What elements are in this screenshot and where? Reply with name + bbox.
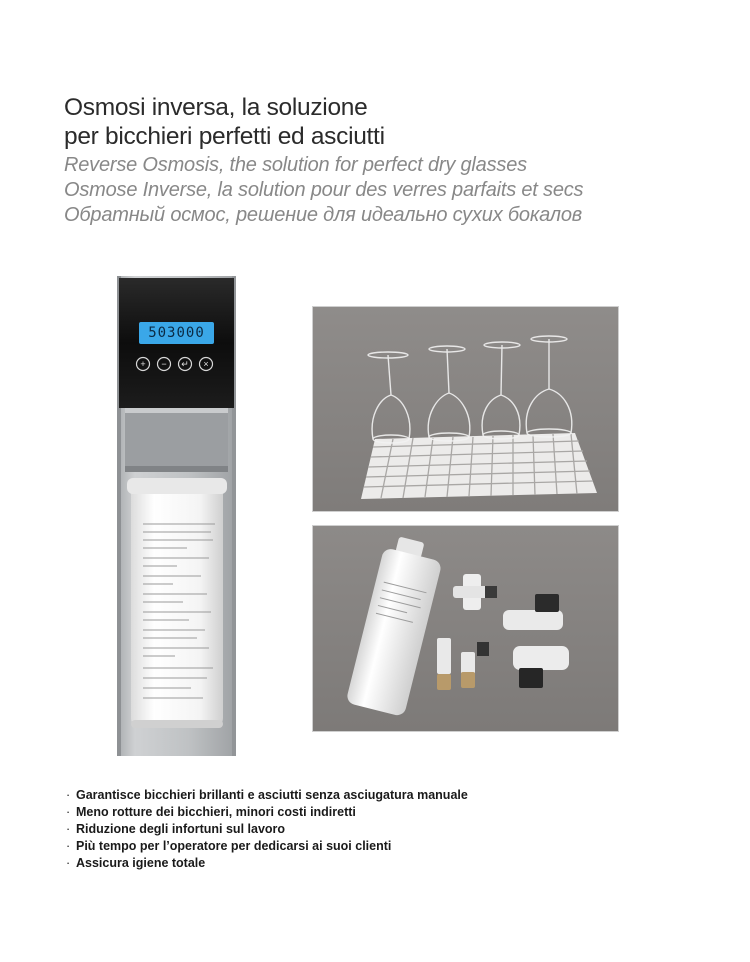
list-item: · Meno rotture dei bicchieri, minori costi indiretti	[66, 805, 356, 819]
bullet-marker: ·	[66, 856, 71, 870]
heading-italian-line2: per bicchieri perfetti ed asciutti	[64, 123, 385, 150]
minus-button-icon: −	[161, 359, 167, 369]
osmosis-device-image	[117, 276, 236, 756]
heading-french: Osmose Inverse, la solution pour des verres parfaits et secs	[64, 179, 584, 201]
list-item: · Più tempo per l’operatore per dedicarsi ai suoi clienti	[66, 839, 392, 853]
list-item: · Riduzione degli infortuni sul lavoro	[66, 822, 286, 836]
heading-english: Reverse Osmosis, the solution for perfect dry glasses	[64, 154, 527, 176]
filter-kit-photo	[312, 525, 619, 732]
plus-button-icon: +	[140, 359, 146, 369]
bullet-marker: ·	[66, 805, 71, 819]
heading-italian-line1: Osmosi inversa, la soluzione	[64, 94, 368, 121]
list-item: · Garantisce bicchieri brillanti e asciutti senza asciugatura manuale	[66, 788, 468, 802]
close-button-icon: ×	[203, 359, 209, 369]
feature-bullet-list	[66, 787, 468, 872]
wine-glasses-photo	[312, 306, 619, 512]
list-item: · Assicura igiene totale	[66, 856, 206, 870]
bullet-marker: ·	[66, 822, 71, 836]
bullet-marker: ·	[66, 788, 71, 802]
heading-block	[64, 93, 704, 227]
heading-russian: Обратный осмос, решение для идеально сухих бокалов	[64, 204, 583, 226]
bullet-marker: ·	[66, 839, 71, 853]
enter-button-icon: ↵	[181, 359, 189, 369]
display-lcd-value: 503000	[148, 325, 205, 341]
